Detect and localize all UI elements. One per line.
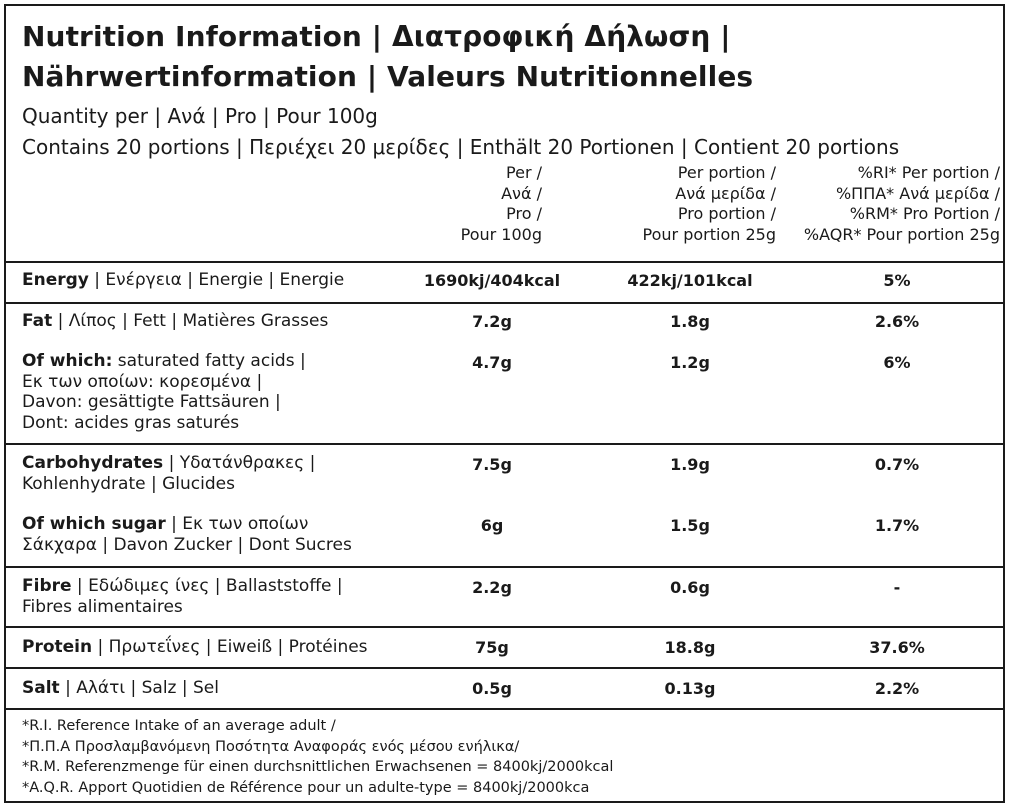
row-label-text: saturated fatty acids | xyxy=(112,351,306,371)
protein-per-portion: 18.8g xyxy=(664,638,716,657)
fibre-per-portion: 0.6g xyxy=(670,578,710,597)
header-ri-line: %RM* Pro Portion / xyxy=(849,204,1000,223)
protein-ri: 37.6% xyxy=(869,638,925,657)
header-per-100g-line: Pro / xyxy=(506,204,542,223)
footnote: *R.M. Referenzmenge für einen durchsnittlichen Erwachsenen = 8400kj/2000kcal xyxy=(22,759,614,775)
title-line-1: Nutrition Information | Διατροφική Δήλωση | xyxy=(22,20,731,53)
row-label-text: | Ενέργεια | Energie | Energie xyxy=(88,270,345,290)
row-label-text: Εκ των οποίων: κορεσμένα | xyxy=(22,371,263,392)
row-label-bold: Fibre xyxy=(22,576,72,596)
row-label-bold: Carbohydrates xyxy=(22,453,164,473)
header-per-portion-line: Pour portion 25g xyxy=(642,224,776,244)
energy-ri: 5% xyxy=(883,271,911,290)
portions-line: Contains 20 portions | Περιέχει 20 μερίδες | Enthält 20 Portionen | Contient 20 portions xyxy=(22,135,900,159)
header-per-portion xyxy=(643,163,776,245)
fibre-per-100g: 2.2g xyxy=(472,578,512,597)
row-label-saturated xyxy=(22,351,306,433)
header-ri-line: %AQR* Pour portion 25g xyxy=(803,224,1000,244)
saturated-per-100g: 4.7g xyxy=(472,353,512,372)
divider xyxy=(6,626,1003,628)
fat-ri: 2.6% xyxy=(874,312,920,331)
header-per-100g-line: Per / xyxy=(506,163,542,182)
row-label-bold: Of which: xyxy=(22,351,113,371)
row-label-text: Dont: acides gras saturés xyxy=(22,412,240,433)
quantity-line: Quantity per | Ανά | Pro | Pour 100g xyxy=(22,104,378,128)
header-reference-intake xyxy=(804,163,1000,245)
row-label-fat xyxy=(22,311,328,332)
footnote: *R.I. Reference Intake of an average adult / xyxy=(22,718,336,734)
row-label-bold: Protein xyxy=(22,637,93,657)
divider xyxy=(6,443,1003,445)
divider xyxy=(6,566,1003,568)
row-label-energy xyxy=(22,270,344,291)
row-label-text: | Υδατάνθρακες | xyxy=(163,453,316,473)
row-label-bold: Salt xyxy=(22,678,60,698)
title-line-2: Nährwertinformation | Valeurs Nutritionnelles xyxy=(22,60,754,93)
fibre-ri: - xyxy=(893,578,901,597)
row-label-text: | Εκ των οποίων xyxy=(165,514,309,534)
sugar-ri: 1.7% xyxy=(874,516,920,535)
row-label-text: Davon: gesättigte Fattsäuren | xyxy=(22,392,281,412)
row-label-bold: Fat xyxy=(22,311,53,331)
footnote: *A.Q.R. Apport Quotidien de Référence pour un adulte-type = 8400kj/2000kca xyxy=(22,779,590,796)
header-per-100g-line: Ανά / xyxy=(501,183,542,203)
fat-per-100g: 7.2g xyxy=(472,312,512,331)
energy-per-portion: 422kj/101kcal xyxy=(627,271,753,290)
row-label-text: | Αλάτι | Salz | Sel xyxy=(59,678,219,698)
header-per-portion-line: Ανά μερίδα / xyxy=(675,183,776,203)
row-label-text: | Εδώδιμες ίνες | Ballaststoffe | xyxy=(71,576,343,596)
saturated-per-portion: 1.2g xyxy=(670,353,710,372)
carbohydrates-per-portion: 1.9g xyxy=(670,455,710,474)
divider xyxy=(6,708,1003,710)
salt-per-100g: 0.5g xyxy=(472,679,512,698)
header-ri-line: %ΠΠΑ* Ανά μερίδα / xyxy=(835,183,1000,203)
header-ri-line: %RI* Per portion / xyxy=(857,163,1000,182)
divider xyxy=(6,667,1003,669)
header-per-100g-line: Pour 100g xyxy=(460,224,542,244)
row-label-text: Σάκχαρα | Davon Zucker | Dont Sucres xyxy=(22,534,352,555)
divider xyxy=(6,261,1003,263)
row-label-text: | Λίπος | Fett | Matières Grasses xyxy=(52,311,329,331)
footnotes xyxy=(22,716,613,798)
protein-per-100g: 75g xyxy=(475,638,509,657)
row-label-protein xyxy=(22,637,368,658)
row-label-sugar xyxy=(22,514,352,555)
row-label-text: Kohlenhydrate | Glucides xyxy=(22,473,235,494)
carbohydrates-ri: 0.7% xyxy=(874,455,920,474)
header-per-100g xyxy=(461,163,542,245)
salt-ri: 2.2% xyxy=(874,679,920,698)
header-per-portion-line: Per portion / xyxy=(677,163,776,182)
row-label-fibre xyxy=(22,576,343,617)
fat-per-portion: 1.8g xyxy=(670,312,710,331)
divider xyxy=(6,302,1003,304)
row-label-bold: Energy xyxy=(22,270,89,290)
sugar-per-portion: 1.5g xyxy=(670,516,710,535)
nutrition-panel xyxy=(4,4,1005,803)
row-label-salt xyxy=(22,678,219,699)
row-label-text: Fibres alimentaires xyxy=(22,596,183,617)
saturated-ri: 6% xyxy=(883,353,911,372)
header-per-portion-line: Pro portion / xyxy=(677,204,776,223)
footnote: *Π.Π.Α Προσλαμβανόμενη Ποσότητα Αναφοράς ενός μέσου ενήλικα/ xyxy=(22,738,520,755)
sugar-per-100g: 6g xyxy=(480,516,504,535)
carbohydrates-per-100g: 7.5g xyxy=(472,455,512,474)
salt-per-portion: 0.13g xyxy=(664,679,716,698)
row-label-text: | Πρωτεΐνες | Eiweiß | Protéines xyxy=(92,637,368,657)
row-label-bold: Of which sugar xyxy=(22,514,166,534)
row-label-carbohydrates xyxy=(22,453,315,494)
energy-per-100g: 1690kj/404kcal xyxy=(423,271,561,290)
